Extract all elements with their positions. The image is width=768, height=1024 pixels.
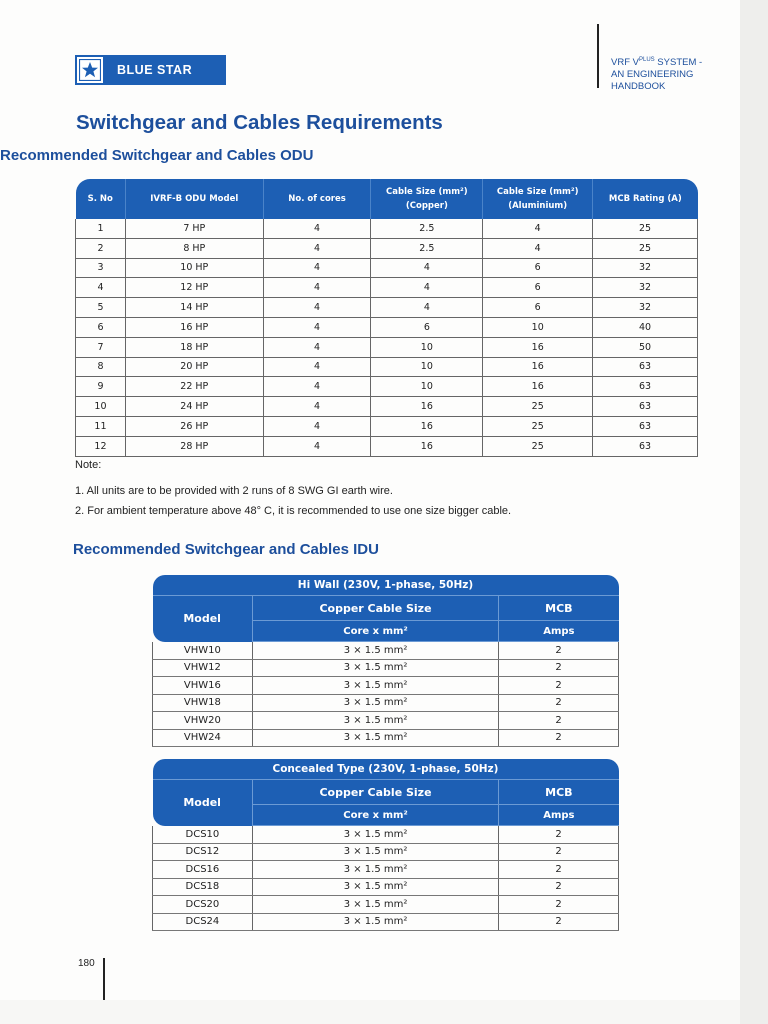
table-cell: 2	[499, 826, 619, 844]
odu-col-header	[371, 179, 483, 219]
table-cell: 4	[371, 298, 483, 318]
table-cell: 7	[76, 337, 126, 357]
odu-col-header	[593, 179, 698, 219]
col-header-line1: MCB Rating (A)	[608, 194, 682, 204]
table-cell: 4	[263, 416, 371, 436]
table-cell: VHW24	[153, 729, 253, 747]
odu-col-header	[483, 179, 593, 219]
col-mcb-unit: Amps	[499, 805, 619, 826]
table-row	[153, 677, 619, 695]
table-cell: 28 HP	[125, 436, 263, 456]
table-row	[76, 238, 698, 258]
table-cell: 4	[263, 258, 371, 278]
table-row	[76, 357, 698, 377]
table-row	[76, 397, 698, 417]
table-row	[153, 659, 619, 677]
table-cell: VHW20	[153, 712, 253, 730]
table-cell: DCS10	[153, 826, 253, 844]
col-mcb-unit: Amps	[499, 621, 619, 642]
idu-caption-row	[153, 575, 619, 596]
system-sup: PLUS	[638, 57, 655, 63]
table-cell: 6	[483, 298, 593, 318]
table-cell: 4	[263, 278, 371, 298]
col-header-line1: S. No	[87, 194, 113, 204]
table-cell: 3 × 1.5 mm²	[252, 843, 498, 861]
table-cell: 2	[499, 642, 619, 660]
table-cell: 63	[593, 416, 698, 436]
table-row	[153, 642, 619, 660]
idu-caption: Concealed Type (230V, 1-phase, 50Hz)	[153, 759, 619, 780]
table-row	[76, 219, 698, 238]
table-row	[76, 258, 698, 278]
table-cell: DCS12	[153, 843, 253, 861]
odu-col-header	[76, 179, 126, 219]
table-cell: 2.5	[371, 219, 483, 238]
table-cell: 3 × 1.5 mm²	[252, 642, 498, 660]
table-cell: 1	[76, 219, 126, 238]
table-cell: 16	[483, 377, 593, 397]
table-cell: 14 HP	[125, 298, 263, 318]
table-cell: 40	[593, 317, 698, 337]
table-cell: 8 HP	[125, 238, 263, 258]
table-cell: 3 × 1.5 mm²	[252, 677, 498, 695]
col-header-line1: IVRF-B ODU Model	[150, 194, 239, 204]
table-cell: 4	[263, 238, 371, 258]
table-cell: 4	[263, 436, 371, 456]
col-header-line1: Cable Size (mm²)	[496, 187, 579, 197]
hi-wall-table	[152, 575, 619, 747]
col-header-line2: (Aluminium)	[508, 201, 568, 211]
table-row	[153, 826, 619, 844]
col-header-line1: No. of cores	[288, 194, 346, 204]
handbook-title	[611, 54, 702, 93]
table-cell: 2	[499, 913, 619, 931]
table-cell: 6	[483, 258, 593, 278]
idu-caption: Hi Wall (230V, 1-phase, 50Hz)	[153, 575, 619, 596]
table-cell: 2	[499, 659, 619, 677]
table-cell: 10	[371, 377, 483, 397]
table-cell: 16	[371, 397, 483, 417]
odu-table	[75, 179, 698, 457]
table-cell: 25	[593, 238, 698, 258]
table-cell: 26 HP	[125, 416, 263, 436]
table-cell: 4	[263, 219, 371, 238]
table-cell: 6	[483, 278, 593, 298]
table-cell: 63	[593, 436, 698, 456]
idu-header-row	[153, 596, 619, 621]
note-1: 1. All units are to be provided with 2 runs of 8 SWG GI earth wire.	[75, 485, 393, 497]
table-row	[76, 377, 698, 397]
table-cell: 16	[483, 337, 593, 357]
table-cell: 2	[499, 677, 619, 695]
table-cell: DCS20	[153, 896, 253, 914]
table-cell: 3 × 1.5 mm²	[252, 878, 498, 896]
odu-col-header	[125, 179, 263, 219]
col-copper-unit: Core x mm²	[252, 805, 498, 826]
page-title: Switchgear and Cables Requirements	[76, 111, 443, 134]
table-cell: 3 × 1.5 mm²	[252, 861, 498, 879]
table-cell: DCS16	[153, 861, 253, 879]
table-cell: DCS24	[153, 913, 253, 931]
table-cell: 10 HP	[125, 258, 263, 278]
table-cell: 2.5	[371, 238, 483, 258]
table-cell: 6	[76, 317, 126, 337]
table-row	[76, 436, 698, 456]
col-model: Model	[153, 596, 253, 642]
table-cell: VHW10	[153, 642, 253, 660]
table-cell: 5	[76, 298, 126, 318]
handbook-line3: HANDBOOK	[611, 81, 666, 93]
odu-header-row	[76, 179, 698, 219]
table-cell: 7 HP	[125, 219, 263, 238]
table-row	[153, 878, 619, 896]
table-cell: 25	[593, 219, 698, 238]
table-cell: 25	[483, 397, 593, 417]
note-2: 2. For ambient temperature above 48° C, it is recommended to use one size bigger cable.	[75, 505, 512, 517]
odu-col-header	[263, 179, 371, 219]
table-cell: VHW18	[153, 694, 253, 712]
table-cell: 2	[76, 238, 126, 258]
table-cell: 3 × 1.5 mm²	[252, 896, 498, 914]
table-cell: 16 HP	[125, 317, 263, 337]
table-cell: 32	[593, 278, 698, 298]
table-cell: 4	[263, 317, 371, 337]
star-icon	[77, 57, 103, 83]
col-copper: Copper Cable Size	[252, 596, 498, 621]
table-cell: 4	[76, 278, 126, 298]
table-cell: 22 HP	[125, 377, 263, 397]
col-header-line1: Cable Size (mm²)	[386, 187, 468, 197]
table-cell: 3 × 1.5 mm²	[252, 913, 498, 931]
table-cell: 4	[263, 377, 371, 397]
table-cell: 3 × 1.5 mm²	[252, 729, 498, 747]
table-row	[153, 913, 619, 931]
table-row	[76, 416, 698, 436]
table-cell: 18 HP	[125, 337, 263, 357]
table-row	[153, 861, 619, 879]
table-cell: 10	[483, 317, 593, 337]
table-row	[76, 317, 698, 337]
table-cell: 25	[483, 436, 593, 456]
table-cell: 32	[593, 258, 698, 278]
table-row	[153, 896, 619, 914]
table-row	[153, 729, 619, 747]
table-cell: 4	[263, 298, 371, 318]
table-row	[76, 278, 698, 298]
col-model: Model	[153, 780, 253, 826]
table-cell: 2	[499, 712, 619, 730]
handbook-line2: AN ENGINEERING	[611, 69, 694, 81]
table-cell: 16	[371, 436, 483, 456]
table-cell: 12 HP	[125, 278, 263, 298]
col-copper: Copper Cable Size	[252, 780, 498, 805]
idu-caption-row	[153, 759, 619, 780]
footer-divider	[103, 958, 105, 1000]
table-cell: 16	[483, 357, 593, 377]
col-header-line2: (Copper)	[405, 201, 448, 211]
table-cell: 2	[499, 694, 619, 712]
table-cell: 10	[76, 397, 126, 417]
system-suffix: SYSTEM -	[654, 57, 703, 69]
table-cell: 63	[593, 357, 698, 377]
table-cell: VHW16	[153, 677, 253, 695]
note-label: Note:	[75, 459, 102, 471]
table-cell: 11	[76, 416, 126, 436]
table-cell: 63	[593, 377, 698, 397]
table-cell: 4	[483, 219, 593, 238]
table-row	[153, 712, 619, 730]
col-copper-unit: Core x mm²	[252, 621, 498, 642]
page-edge	[740, 0, 768, 1024]
table-cell: 4	[371, 258, 483, 278]
table-row	[76, 298, 698, 318]
table-cell: 2	[499, 861, 619, 879]
brand-name: BLUE STAR	[117, 63, 193, 77]
table-cell: 10	[371, 337, 483, 357]
table-cell: 25	[483, 416, 593, 436]
header-divider	[597, 24, 599, 88]
odu-heading: Recommended Switchgear and Cables ODU	[0, 147, 314, 164]
table-cell: 3 × 1.5 mm²	[252, 826, 498, 844]
table-row	[76, 337, 698, 357]
table-cell: 16	[371, 416, 483, 436]
table-row	[153, 694, 619, 712]
idu-header-row	[153, 780, 619, 805]
table-cell: 4	[483, 238, 593, 258]
table-cell: 4	[371, 278, 483, 298]
page-number: 180	[78, 958, 95, 969]
table-cell: 2	[499, 843, 619, 861]
idu-heading: Recommended Switchgear and Cables IDU	[73, 541, 379, 558]
table-cell: 8	[76, 357, 126, 377]
table-cell: 9	[76, 377, 126, 397]
col-mcb: MCB	[499, 596, 619, 621]
odu-body	[76, 219, 698, 456]
table-cell: 24 HP	[125, 397, 263, 417]
table-cell: 32	[593, 298, 698, 318]
table-cell: 63	[593, 397, 698, 417]
table-cell: 3 × 1.5 mm²	[252, 659, 498, 677]
table-cell: VHW12	[153, 659, 253, 677]
table-cell: 10	[371, 357, 483, 377]
concealed-table	[152, 759, 619, 931]
table-cell: 2	[499, 896, 619, 914]
table-cell: 12	[76, 436, 126, 456]
table-row	[153, 843, 619, 861]
table-cell: 6	[371, 317, 483, 337]
brand-logo	[75, 55, 226, 85]
table-cell: 3 × 1.5 mm²	[252, 712, 498, 730]
col-mcb: MCB	[499, 780, 619, 805]
table-cell: 2	[499, 729, 619, 747]
table-cell: 4	[263, 337, 371, 357]
table-cell: 50	[593, 337, 698, 357]
table-cell: 2	[499, 878, 619, 896]
table-cell: 3 × 1.5 mm²	[252, 694, 498, 712]
table-cell: DCS18	[153, 878, 253, 896]
table-cell: 4	[263, 397, 371, 417]
system-name: VRF V	[611, 57, 639, 69]
table-cell: 3	[76, 258, 126, 278]
table-cell: 4	[263, 357, 371, 377]
table-cell: 20 HP	[125, 357, 263, 377]
